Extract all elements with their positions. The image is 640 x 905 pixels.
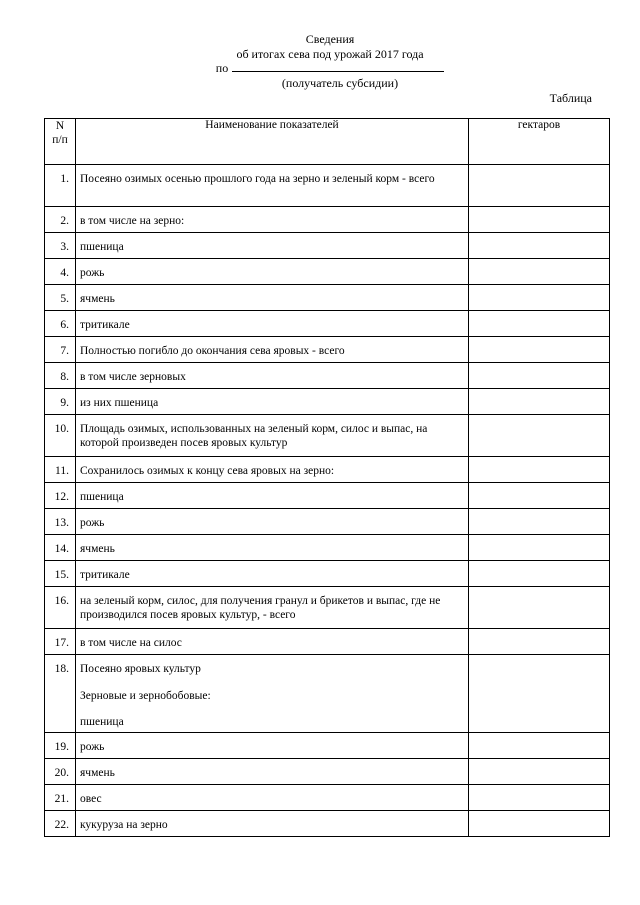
indicator-name: тритикале xyxy=(80,569,130,581)
indicator-name: Полностью погибло до окончания сева яровых - всего xyxy=(80,345,345,357)
column-header-hectares: гектаров xyxy=(469,119,610,165)
indicator-name: рожь xyxy=(80,517,105,529)
hectares-value-cell[interactable] xyxy=(469,207,610,233)
indicator-name: тритикале xyxy=(80,319,130,331)
indicator-cell xyxy=(76,785,469,811)
row-number: 1. xyxy=(45,165,76,207)
indicator-cell xyxy=(76,337,469,363)
indicator-cell xyxy=(76,363,469,389)
indicator-name: ячмень xyxy=(80,293,115,305)
hectares-value-cell[interactable] xyxy=(469,165,610,207)
table-row xyxy=(45,587,610,629)
hectares-value-cell[interactable] xyxy=(469,535,610,561)
hectares-value-cell[interactable] xyxy=(469,509,610,535)
recipient-caption: (получатель субсидии) xyxy=(281,75,399,90)
hectares-value-cell[interactable] xyxy=(469,733,610,759)
table-header-row xyxy=(45,119,610,165)
indicator-cell xyxy=(76,629,469,655)
indicator-cell xyxy=(76,207,469,233)
table-row xyxy=(45,457,610,483)
hectares-value-cell[interactable] xyxy=(469,457,610,483)
document-header xyxy=(0,32,640,90)
hectares-value-cell[interactable] xyxy=(469,337,610,363)
recipient-line xyxy=(20,61,640,76)
table-row xyxy=(45,483,610,509)
table-row xyxy=(45,389,610,415)
sowing-results-table xyxy=(44,118,610,837)
row-number: 12. xyxy=(45,483,76,509)
hectares-value-cell[interactable] xyxy=(469,655,610,733)
hectares-value-cell[interactable] xyxy=(469,233,610,259)
indicator-name: Сохранилось озимых к концу сева яровых на зерно: xyxy=(80,465,335,477)
hectares-value-cell[interactable] xyxy=(469,415,610,457)
row-number: 21. xyxy=(45,785,76,811)
column-header-indicator: Наименование показателей xyxy=(76,119,469,165)
hectares-value-cell[interactable] xyxy=(469,785,610,811)
indicator-name: рожь xyxy=(80,741,105,753)
indicator-name: на зеленый корм, силос, для получения гранул и брикетов и выпас, где не производился посев яровых культур, - всего xyxy=(80,595,441,621)
indicator-cell xyxy=(76,535,469,561)
row-number: 8. xyxy=(45,363,76,389)
indicator-name: ячмень xyxy=(80,543,115,555)
indicator-name: ячмень xyxy=(80,767,115,779)
table-row xyxy=(45,509,610,535)
row-number: 20. xyxy=(45,759,76,785)
indicator-cell xyxy=(76,509,469,535)
indicator-cell xyxy=(76,483,469,509)
indicator-name: Площадь озимых, использованных на зеленый корм, силос и выпас, на которой произведен посев яровых культур xyxy=(80,423,428,449)
hectares-value-cell[interactable] xyxy=(469,483,610,509)
hectares-value-cell[interactable] xyxy=(469,811,610,837)
column-header-number xyxy=(45,119,76,165)
indicator-name: в том числе на силос xyxy=(80,637,182,649)
row-number: 3. xyxy=(45,233,76,259)
column-header-number-text: N п/п xyxy=(52,120,68,146)
table-row xyxy=(45,535,610,561)
table-row xyxy=(45,811,610,837)
row-number: 13. xyxy=(45,509,76,535)
hectares-value-cell[interactable] xyxy=(469,389,610,415)
row-number: 14. xyxy=(45,535,76,561)
indicator-name: овес xyxy=(80,793,102,805)
table-body xyxy=(45,165,610,837)
row-number: 17. xyxy=(45,629,76,655)
hectares-value-cell[interactable] xyxy=(469,363,610,389)
row-number: 11. xyxy=(45,457,76,483)
hectares-value-cell[interactable] xyxy=(469,759,610,785)
indicator-cell xyxy=(76,457,469,483)
table-row xyxy=(45,233,610,259)
row-number: 4. xyxy=(45,259,76,285)
row-number: 19. xyxy=(45,733,76,759)
indicator-cell xyxy=(76,759,469,785)
table-row xyxy=(45,363,610,389)
row-number: 7. xyxy=(45,337,76,363)
indicator-name: пшеница xyxy=(80,491,124,503)
indicator-subitem: пшеница xyxy=(80,716,124,728)
indicator-cell xyxy=(76,811,469,837)
row-number: 6. xyxy=(45,311,76,337)
table-row xyxy=(45,311,610,337)
indicator-cell xyxy=(76,165,469,207)
hectares-value-cell[interactable] xyxy=(469,311,610,337)
row-number: 2. xyxy=(45,207,76,233)
hectares-value-cell[interactable] xyxy=(469,587,610,629)
indicator-cell xyxy=(76,733,469,759)
indicator-name: в том числе зерновых xyxy=(80,371,186,383)
po-prefix: по xyxy=(215,61,229,75)
table-row xyxy=(45,415,610,457)
row-number: 9. xyxy=(45,389,76,415)
indicator-cell xyxy=(76,655,469,733)
indicator-cell xyxy=(76,389,469,415)
indicator-subheading: Зерновые и зернобобовые: xyxy=(80,689,211,702)
table-row xyxy=(45,259,610,285)
indicator-cell xyxy=(76,233,469,259)
recipient-blank-field[interactable] xyxy=(232,61,444,72)
hectares-value-cell[interactable] xyxy=(469,285,610,311)
table-row xyxy=(45,337,610,363)
table-row xyxy=(45,165,610,207)
hectares-value-cell[interactable] xyxy=(469,561,610,587)
indicator-cell xyxy=(76,259,469,285)
table-row xyxy=(45,285,610,311)
indicator-name: кукуруза на зерно xyxy=(80,819,168,831)
doc-subtitle: об итогах сева под урожай 2017 года xyxy=(236,46,424,61)
hectares-value-cell[interactable] xyxy=(469,259,610,285)
indicator-cell xyxy=(76,285,469,311)
row-number: 16. xyxy=(45,587,76,629)
row-number: 5. xyxy=(45,285,76,311)
row-number: 10. xyxy=(45,415,76,457)
table-row xyxy=(45,733,610,759)
table-row xyxy=(45,785,610,811)
indicator-cell xyxy=(76,561,469,587)
table-row xyxy=(45,655,610,733)
hectares-value-cell[interactable] xyxy=(469,629,610,655)
indicator-name: Посеяно озимых осенью прошлого года на зерно и зеленый корм - всего xyxy=(80,173,435,185)
table-row xyxy=(45,629,610,655)
indicator-cell xyxy=(76,587,469,629)
table-row xyxy=(45,561,610,587)
indicator-name: пшеница xyxy=(80,241,124,253)
indicator-name: из них пшеница xyxy=(80,397,159,409)
row-number: 15. xyxy=(45,561,76,587)
doc-title: Сведения xyxy=(305,32,355,46)
table-row xyxy=(45,207,610,233)
row-number: 18. xyxy=(45,655,76,733)
indicator-name: рожь xyxy=(80,267,105,279)
indicator-cell xyxy=(76,311,469,337)
table-row xyxy=(45,759,610,785)
indicator-name: Посеяно яровых культур xyxy=(80,663,201,675)
indicator-cell xyxy=(76,415,469,457)
indicator-name: в том числе на зерно: xyxy=(80,215,185,227)
table-label: Таблица xyxy=(549,91,592,105)
row-number: 22. xyxy=(45,811,76,837)
